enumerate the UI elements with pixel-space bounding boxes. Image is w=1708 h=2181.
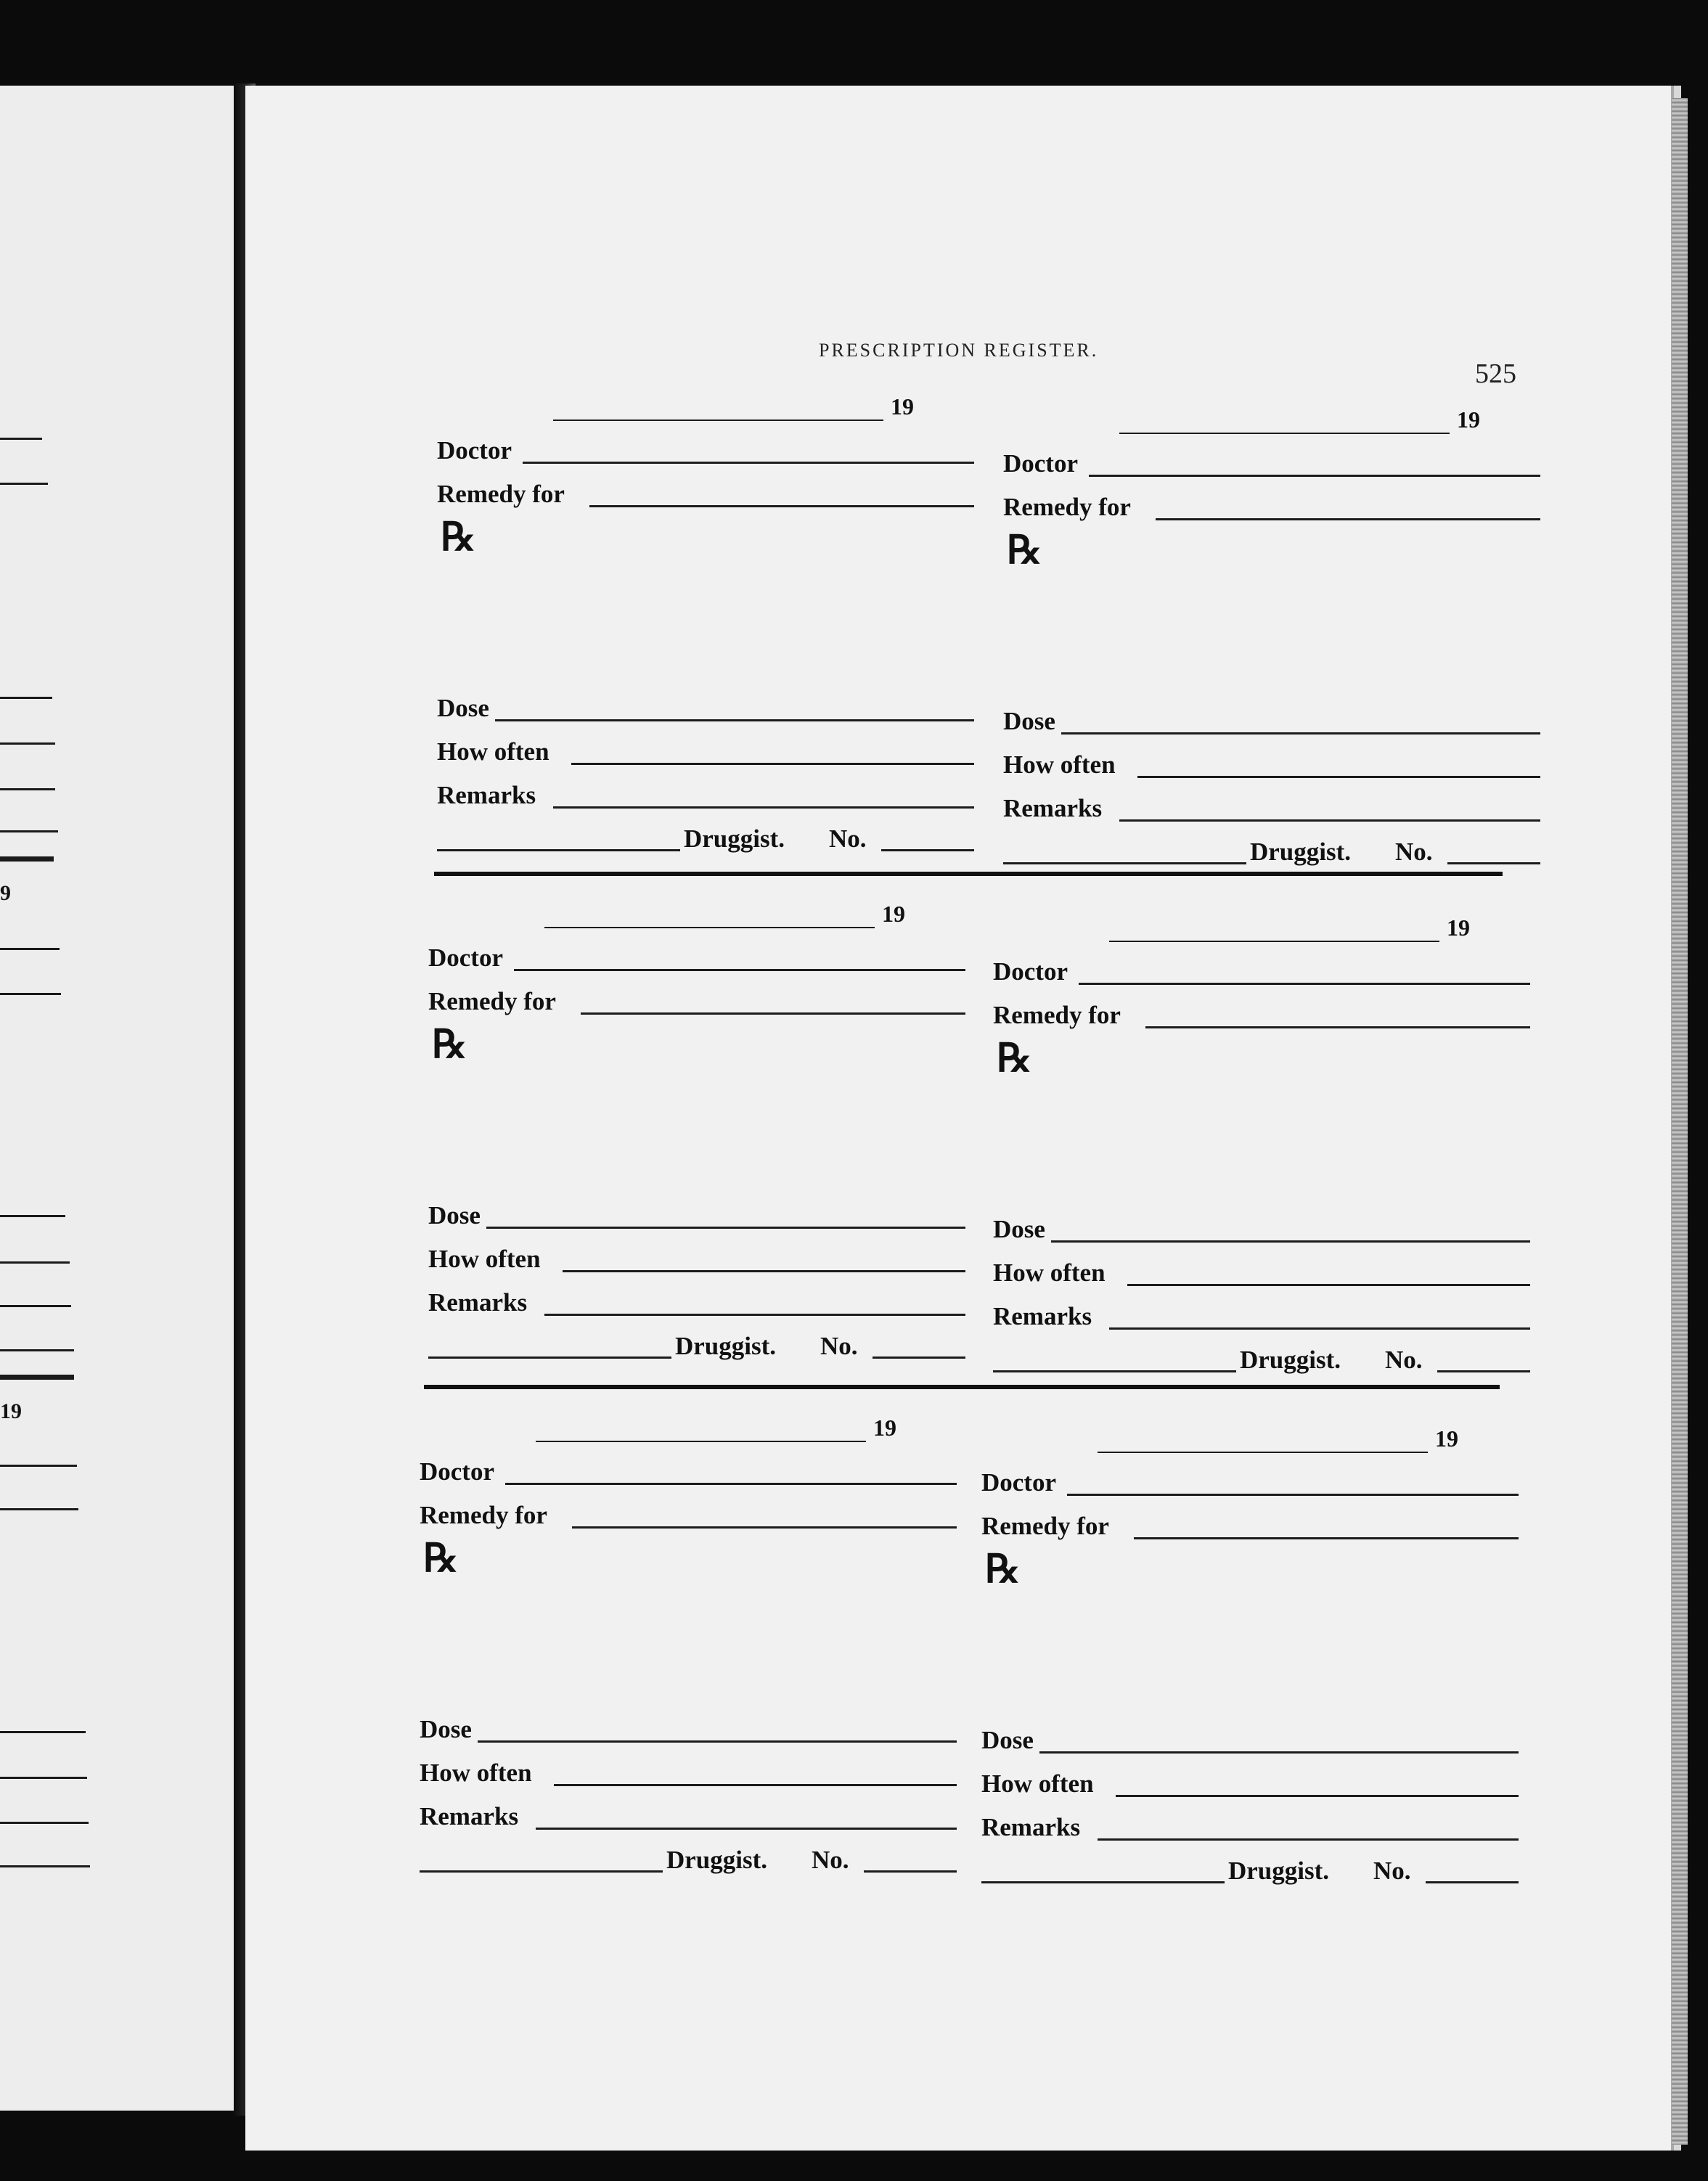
doctor-field[interactable] (1089, 475, 1540, 477)
druggist-field[interactable] (437, 849, 680, 851)
remedy-for-field[interactable] (581, 1012, 965, 1015)
remedy-for-field[interactable] (1145, 1026, 1530, 1028)
how-often-field[interactable] (1137, 776, 1540, 778)
remarks-label: Remarks (437, 781, 536, 809)
page-number: 525 (1475, 359, 1516, 389)
remarks-field[interactable] (1098, 1838, 1519, 1841)
date-line (428, 901, 965, 934)
remarks-field[interactable] (544, 1314, 965, 1316)
date-line (420, 1415, 957, 1448)
number-label: No. (1373, 1857, 1411, 1885)
dose-field[interactable] (1039, 1751, 1519, 1754)
doctor-field[interactable] (523, 462, 974, 464)
number-field[interactable] (1437, 1370, 1530, 1372)
rx-symbol-icon: ℞ (985, 1547, 1021, 1591)
previous-page-rule (0, 1731, 86, 1733)
druggist-field[interactable] (981, 1881, 1225, 1883)
dose-label: Dose (428, 1201, 481, 1229)
prescription-entry (437, 393, 974, 862)
druggist-field[interactable] (993, 1370, 1236, 1372)
previous-page-rule (0, 788, 55, 790)
row-separator (434, 872, 1503, 876)
previous-page-date: 19 (0, 1399, 22, 1423)
date-blank[interactable] (1098, 1452, 1428, 1453)
dose-label: Dose (437, 694, 489, 722)
rx-symbol-icon: ℞ (441, 515, 476, 559)
druggist-field[interactable] (420, 1870, 663, 1873)
date-blank[interactable] (553, 420, 883, 421)
remarks-label: Remarks (428, 1288, 528, 1317)
remedy-for-field[interactable] (1156, 518, 1540, 520)
how-often-label: How often (1003, 750, 1116, 779)
date-line (437, 393, 974, 427)
remarks-field[interactable] (1109, 1327, 1530, 1330)
remedy-for-field[interactable] (589, 505, 974, 507)
number-field[interactable] (881, 849, 974, 851)
remedy-for-label: Remedy for (993, 1001, 1121, 1029)
remedy-for-label: Remedy for (981, 1512, 1109, 1540)
how-often-field[interactable] (563, 1270, 965, 1272)
dose-label: Dose (993, 1215, 1045, 1243)
previous-page-fragment (0, 86, 237, 2111)
how-often-field[interactable] (554, 1784, 957, 1786)
date-line (981, 1425, 1519, 1459)
doctor-label: Doctor (993, 957, 1068, 986)
previous-page-rule (0, 1777, 87, 1779)
number-label: No. (812, 1846, 849, 1874)
druggist-label: Druggist. (666, 1846, 768, 1874)
druggist-label: Druggist. (1240, 1346, 1341, 1374)
druggist-field[interactable] (1003, 862, 1246, 864)
dose-field[interactable] (495, 719, 974, 721)
how-often-label: How often (428, 1245, 541, 1273)
previous-page-rule (0, 1508, 78, 1510)
rx-symbol-icon: ℞ (432, 1023, 467, 1066)
remarks-label: Remarks (420, 1802, 519, 1830)
dose-field[interactable] (478, 1740, 957, 1743)
prescription-entry (981, 1425, 1519, 1894)
previous-page-rule (0, 1465, 77, 1467)
doctor-field[interactable] (1067, 1494, 1519, 1496)
doctor-field[interactable] (1079, 983, 1530, 985)
remarks-label: Remarks (1003, 794, 1103, 822)
year-prefix: 19 (891, 393, 914, 420)
doctor-label: Doctor (1003, 449, 1079, 478)
dose-label: Dose (981, 1726, 1034, 1754)
year-prefix: 19 (873, 1415, 896, 1441)
remedy-for-label: Remedy for (437, 480, 565, 508)
doctor-label: Doctor (420, 1457, 495, 1486)
how-often-label: How often (420, 1759, 532, 1787)
date-line (993, 914, 1530, 948)
remedy-for-label: Remedy for (428, 987, 556, 1015)
previous-page-rule (0, 697, 52, 699)
rx-symbol-icon: ℞ (997, 1036, 1032, 1080)
remarks-label: Remarks (993, 1302, 1092, 1330)
number-field[interactable] (1426, 1881, 1519, 1883)
year-prefix: 19 (1435, 1425, 1458, 1452)
how-often-field[interactable] (1116, 1795, 1519, 1797)
how-often-label: How often (981, 1769, 1094, 1798)
remedy-for-label: Remedy for (1003, 493, 1131, 521)
prescription-entry (993, 914, 1530, 1383)
doctor-field[interactable] (505, 1483, 957, 1485)
doctor-label: Doctor (428, 944, 504, 972)
number-field[interactable] (1447, 862, 1540, 864)
rx-symbol-icon: ℞ (423, 1536, 459, 1580)
number-field[interactable] (873, 1357, 965, 1359)
previous-page-date: 9 (0, 881, 11, 905)
remedy-for-field[interactable] (1134, 1537, 1519, 1539)
previous-page-rule (0, 993, 61, 995)
doctor-field[interactable] (514, 969, 965, 971)
dose-label: Dose (420, 1715, 472, 1743)
date-blank[interactable] (1109, 941, 1439, 942)
doctor-label: Doctor (981, 1468, 1057, 1497)
number-label: No. (829, 824, 867, 853)
year-prefix: 19 (1457, 406, 1480, 433)
remarks-field[interactable] (1119, 819, 1540, 822)
remarks-field[interactable] (536, 1828, 957, 1830)
date-blank[interactable] (536, 1441, 866, 1442)
rx-symbol-icon: ℞ (1007, 528, 1042, 572)
page-edge (1672, 98, 1688, 2145)
how-often-label: How often (437, 737, 549, 766)
date-blank[interactable] (1119, 433, 1450, 434)
previous-page-rule (0, 1822, 89, 1824)
previous-page-separator (0, 856, 54, 862)
remedy-for-field[interactable] (572, 1526, 957, 1529)
druggist-label: Druggist. (1250, 838, 1352, 866)
year-prefix: 19 (1447, 914, 1470, 941)
druggist-label: Druggist. (684, 824, 785, 853)
number-label: No. (1385, 1346, 1423, 1374)
how-often-label: How often (993, 1259, 1106, 1287)
previous-page-rule (0, 1349, 74, 1351)
previous-page-rule (0, 483, 48, 485)
previous-page-rule (0, 742, 55, 745)
previous-page-rule (0, 1261, 70, 1264)
number-label: No. (1395, 838, 1433, 866)
previous-page-separator (0, 1375, 74, 1380)
row-separator (424, 1385, 1500, 1389)
dose-field[interactable] (1051, 1240, 1530, 1243)
how-often-field[interactable] (1127, 1284, 1530, 1286)
druggist-field[interactable] (428, 1357, 671, 1359)
dose-label: Dose (1003, 707, 1055, 735)
year-prefix: 19 (882, 901, 905, 927)
number-label: No. (820, 1332, 858, 1360)
previous-page-rule (0, 948, 60, 950)
remedy-for-label: Remedy for (420, 1501, 547, 1529)
previous-page-rule (0, 830, 58, 832)
how-often-field[interactable] (571, 763, 974, 765)
page-title: PRESCRIPTION REGISTER. (819, 340, 1099, 361)
date-blank[interactable] (544, 927, 875, 928)
dose-field[interactable] (1061, 732, 1540, 734)
prescription-entry (1003, 406, 1540, 875)
previous-page-rule (0, 438, 42, 440)
druggist-label: Druggist. (1228, 1857, 1330, 1885)
number-field[interactable] (864, 1870, 957, 1873)
previous-page-rule (0, 1215, 65, 1217)
remarks-label: Remarks (981, 1813, 1081, 1841)
date-line (1003, 406, 1540, 440)
remarks-field[interactable] (553, 806, 974, 809)
prescription-entry (428, 901, 965, 1370)
previous-page-rule (0, 1305, 71, 1307)
druggist-label: Druggist. (675, 1332, 777, 1360)
previous-page-rule (0, 1865, 90, 1867)
dose-field[interactable] (486, 1227, 965, 1229)
doctor-label: Doctor (437, 436, 512, 465)
prescription-entry (420, 1415, 957, 1883)
